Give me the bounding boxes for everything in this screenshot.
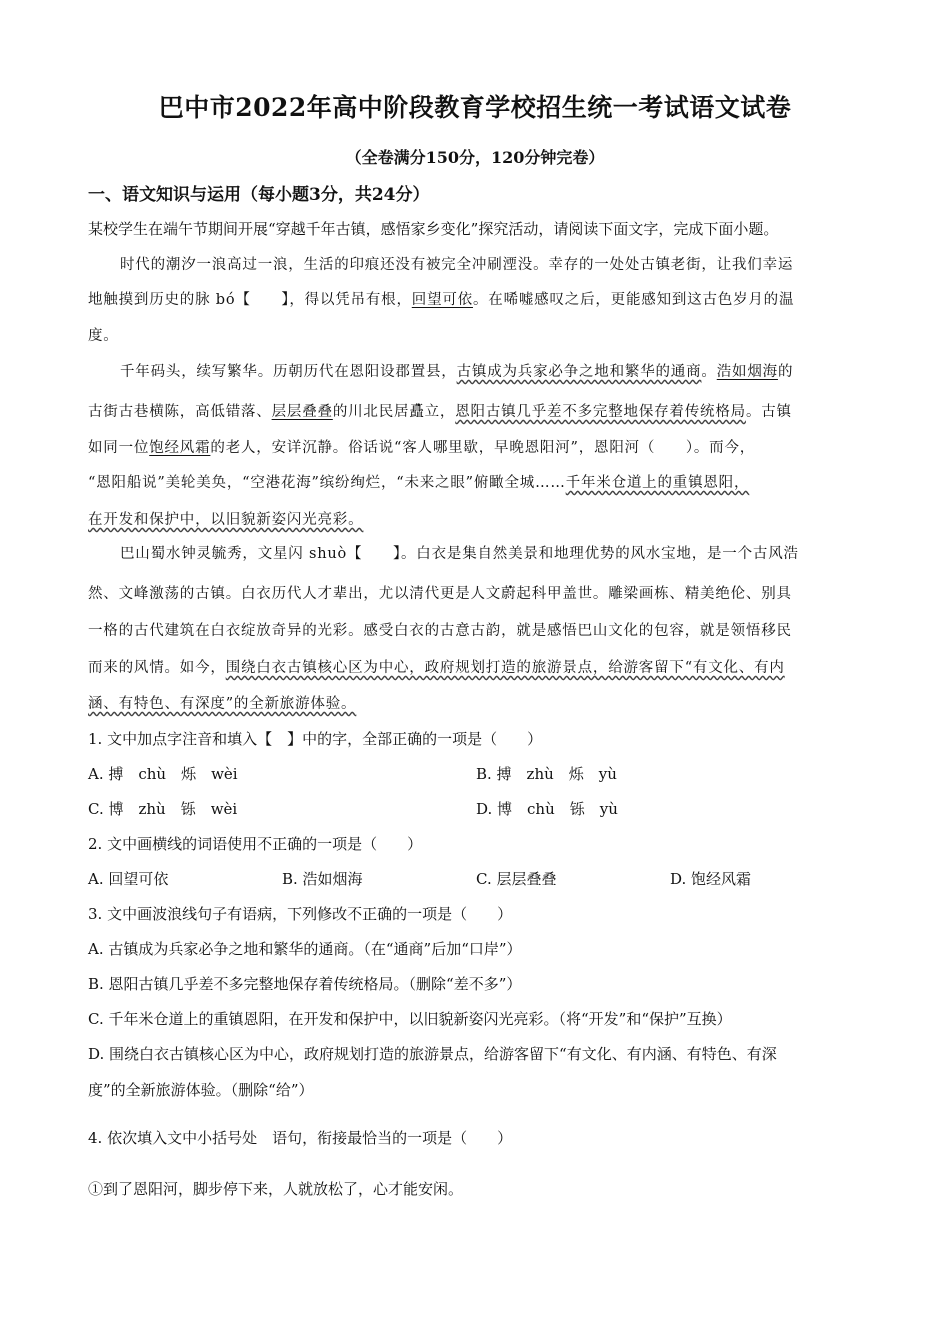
- passage-line: [88, 437, 878, 459]
- wavy-sentence: 千年米仓道上的重镇恩阳，: [565, 475, 750, 491]
- wavy-sentence: 围绕白衣古镇核心区为中心，政府规划打造的旅游景点，给游客留下“有文化、有内: [225, 660, 785, 676]
- question-4-stem: 4. 依次填入文中小括号处 语句，衔接最恰当的一项是（ ）: [88, 1129, 513, 1147]
- passage-text: 。: [701, 364, 717, 380]
- passage-text: “恩阳船说”美轮美奂，“空港花海”缤纷绚烂，“未来之眼”俯瞰全城……: [88, 475, 566, 491]
- passage-text: 然、文峰激荡的古镇。白衣历代人才辈出，尤以清代更是人文: [88, 586, 502, 602]
- q2-option-d[interactable]: D. 饱经风霜: [670, 870, 752, 888]
- passage-text: 古街古巷横陈，高低错落、: [88, 404, 272, 420]
- passage-line: 时代的潮汐一浪高过一浪，生活的印痕还没有被完全冲刷湮没。幸存的一处处古镇老街，让我们幸运: [120, 257, 794, 273]
- wavy-sentence: 在开发和保护中，以旧貌新姿闪光亮彩。: [88, 512, 364, 528]
- question-1-stem: 1. 文中加点字注音和填入【 】中的字，全部正确的一项是（ ）: [88, 730, 543, 748]
- underlined-phrase: 回望可依: [411, 292, 473, 308]
- q2-option-c[interactable]: C. 层层叠叠: [476, 870, 557, 888]
- q3-option-a[interactable]: A. 古镇成为兵家必争之地和繁华的通商。（在“通商”后加“口岸”）: [88, 940, 522, 958]
- passage-text: 如同一位: [88, 440, 150, 456]
- page-title: 巴中市2022年高中阶段教育学校招生统一考试语文试卷: [158, 93, 792, 122]
- q1-option-d[interactable]: D. 博 chù 铄 yù: [476, 800, 618, 818]
- wavy-sentence: 古镇成为兵家必争之地和繁华的通商: [456, 364, 702, 380]
- passage-line: 度。: [88, 328, 119, 344]
- q2-option-b[interactable]: B. 浩如烟海: [282, 870, 363, 888]
- page-subtitle: （全卷满分150分，120分钟完卷）: [345, 148, 605, 167]
- passage-line: 一格的古代建筑在白衣绽放奇异的光彩。感受白衣的古意古韵，就是感悟巴山文化的包容，就是领悟移民: [88, 623, 792, 639]
- q2-option-a[interactable]: A. 回望可依: [88, 870, 169, 888]
- passage-text: 。在唏嘘感叹之后，更能感知到这古色岁月的温: [472, 292, 795, 308]
- q3-option-d-continued: 度”的全新旅游体验。（删除“给”）: [88, 1081, 314, 1099]
- dotted-character: 蔚: [501, 586, 517, 602]
- passage-text: 。古镇: [745, 404, 792, 420]
- passage-text: 的: [777, 364, 794, 380]
- underlined-phrase: 浩如烟海: [716, 364, 778, 380]
- q3-option-d[interactable]: D. 围绕白衣古镇核心区为中心，政府规划打造的旅游景点，给游客留下“有文化、有内涵、有特色、有深: [88, 1045, 777, 1063]
- passage-line: [88, 509, 878, 531]
- passage-line: 巴山蜀水钟灵毓秀，文星闪 shuò【 】。白衣是集自然美景和地理优势的风水宝地，是一个古风浩: [120, 546, 799, 562]
- underlined-phrase: 层层叠叠: [271, 404, 333, 420]
- passage-text: 千年码头，续写繁华。历朝历代在恩阳设郡置县，: [120, 364, 457, 380]
- question-3-stem: 3. 文中画波浪线句子有语病，下列修改不正确的一项是（ ）: [88, 905, 513, 923]
- passage-text: 立，: [424, 404, 456, 420]
- passage-line: [120, 361, 910, 383]
- passage-text: 而来的风情。如今，: [88, 660, 226, 676]
- q4-sentence-1: ①到了恩阳河，脚步停下来，人就放松了，心才能安闲。: [88, 1180, 464, 1198]
- intro-text: 某校学生在端午节期间开展“穿越千年古镇，感悟家乡变化”探究活动，请阅读下面文字，完成下面小题。: [88, 220, 779, 238]
- passage-line: [88, 657, 878, 679]
- wavy-sentence: 恩阳古镇几乎差不多完整地保存着传统格局: [455, 404, 746, 420]
- q3-option-c[interactable]: C. 千年米仓道上的重镇恩阳，在开发和保护中，以旧貌新姿闪光亮彩。（将“开发”和“保护”互换）: [88, 1010, 732, 1028]
- passage-text: 的川北民居: [332, 404, 410, 420]
- passage-line: [88, 472, 878, 494]
- passage-text: 起科甲盖世。雕梁画栋、精美绝伦、别具: [516, 586, 792, 602]
- passage-text: 的老人，安详沉静。俗话说“客人哪里歇，早晚恩阳河”，恩阳河（ ）。而今，: [210, 440, 756, 456]
- passage-line: [88, 289, 878, 311]
- q1-option-c[interactable]: C. 博 zhù 铄 wèi: [88, 800, 238, 818]
- underlined-phrase: 饱经风霜: [149, 440, 211, 456]
- section-heading: 一、语文知识与运用（每小题3分，共24分）: [88, 185, 430, 205]
- q1-option-a[interactable]: A. 搏 chù 烁 wèi: [88, 765, 238, 783]
- q3-option-b[interactable]: B. 恩阳古镇几乎差不多完整地保存着传统格局。（删除“差不多”）: [88, 975, 522, 993]
- dotted-character: 矗: [409, 404, 425, 420]
- wavy-sentence: 涵、有特色、有深度”的全新旅游体验。: [88, 696, 357, 712]
- passage-line: [88, 401, 878, 423]
- passage-text: 地触摸到历史的脉 bó【 】，得以凭吊有根，: [88, 292, 412, 308]
- passage-line: [88, 693, 878, 715]
- passage-line: [88, 583, 878, 605]
- question-2-stem: 2. 文中画横线的词语使用不正确的一项是（ ）: [88, 835, 423, 853]
- q1-option-b[interactable]: B. 搏 zhù 烁 yù: [476, 765, 617, 783]
